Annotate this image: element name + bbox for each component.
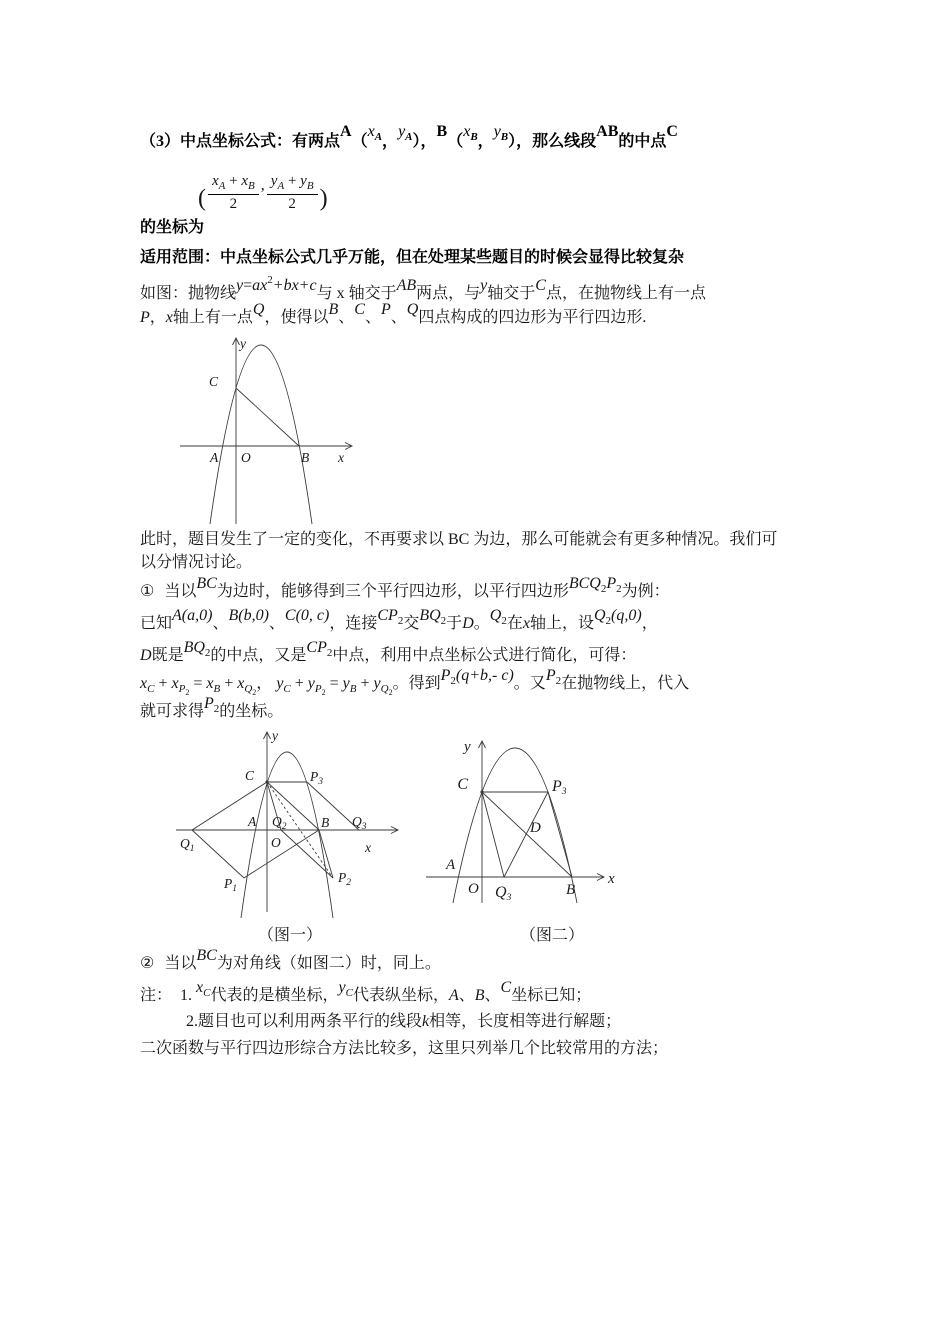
math-xa — [367, 123, 383, 143]
math-var: y — [342, 675, 350, 692]
scope-line: 适用范围：中点坐标公式几乎万能，但在处理某些题目的时候会显得比较复杂 — [140, 249, 685, 266]
fig2-label-p3 — [551, 778, 567, 797]
fig0-label-y: y — [240, 336, 246, 351]
text-segment: 在 — [506, 615, 523, 632]
label-sub: 1 — [232, 884, 237, 894]
comma: ， — [256, 675, 273, 692]
math-var: P — [545, 667, 556, 684]
math-p: P — [380, 301, 391, 318]
text-segment: （3）中点坐标公式：有两点 — [140, 133, 341, 150]
fig1-label-q1 — [180, 836, 195, 854]
text-segment: 、 — [364, 309, 381, 326]
segment-cq3 — [482, 792, 504, 877]
plus-sign: + — [360, 675, 370, 692]
fig1-label-b: B — [321, 815, 330, 830]
segment-cb — [236, 388, 299, 446]
math-sup: 2 — [267, 274, 273, 286]
text-segment: 为边时，能够得到三个平行四边形，以平行四边形 — [216, 583, 569, 600]
math-cp2 — [377, 607, 404, 627]
math-sub: 2 — [600, 583, 607, 595]
text-segment: 、 — [268, 615, 285, 632]
fig1-label-a: A — [248, 814, 257, 829]
text-segment: 轴交于 — [487, 285, 536, 302]
equals-sign: = — [193, 675, 203, 692]
text-segment: 当以 — [164, 955, 197, 972]
diagonal-q3p3 — [504, 792, 548, 877]
parabola-curve — [210, 345, 312, 524]
math-var: BCQ — [568, 575, 601, 592]
close-paren: ) — [319, 185, 328, 212]
math-q: Q — [252, 301, 265, 318]
text-segment: ， — [149, 309, 166, 326]
item2-line — [140, 947, 441, 976]
math-sub: 2 — [555, 675, 562, 687]
math-sub: C — [147, 683, 155, 695]
text-segment: 2.题目也可以利用两条平行的线段 — [186, 1013, 423, 1030]
math-p: P — [140, 309, 150, 326]
text-segment: 那么线段 — [532, 133, 597, 150]
text-segment: ， — [382, 133, 399, 150]
label-sub: 3 — [561, 787, 567, 797]
math-var: (q+b,- c) — [455, 667, 514, 684]
label-base: Q — [180, 836, 190, 851]
math-segment-ab: AB — [596, 123, 619, 140]
math-var: Q — [489, 607, 502, 624]
text-segment: 。又 — [513, 675, 546, 692]
text-segment: （ — [351, 133, 368, 150]
math-sub: B — [306, 180, 314, 192]
segment-q1p1 — [189, 830, 244, 878]
label-sub: 3 — [318, 777, 323, 787]
label-base: P — [224, 876, 233, 891]
text-segment: 代表的是横坐标， — [210, 987, 339, 1004]
open-paren: ( — [198, 185, 206, 212]
math-bq2 — [419, 607, 447, 627]
math-ab: AB — [396, 277, 417, 294]
figure-one-parallelograms — [160, 726, 430, 918]
math-d: D — [462, 615, 474, 632]
math-var: y — [373, 675, 381, 692]
text-segment: ，连接 — [329, 615, 378, 632]
math-sub: B — [349, 683, 357, 695]
math-b: B — [474, 987, 485, 1004]
math-subsub: 2 — [388, 688, 393, 697]
math-var: P — [204, 695, 214, 712]
text-segment: 、 — [390, 309, 407, 326]
math-sub: 2 — [450, 675, 456, 687]
math-xc — [196, 979, 211, 999]
segment-p3b — [548, 792, 572, 877]
math-sub: 2 — [397, 615, 404, 627]
text-segment: 与 x 轴交于 — [316, 285, 397, 302]
item1-number: ① — [140, 583, 155, 600]
fig1-label-c: C — [244, 768, 254, 783]
figure-two-diagonal — [420, 727, 620, 905]
fig2-label-b: B — [566, 882, 576, 898]
fraction-x — [206, 172, 261, 215]
item2-number: ② — [140, 955, 155, 972]
math-c-coord: C(0, c) — [284, 607, 330, 624]
note-line1 — [140, 979, 592, 1013]
math-var: y — [276, 675, 284, 692]
label-base: Q — [272, 814, 282, 829]
fig1-label-o: O — [271, 835, 281, 850]
math-q2-coord — [593, 607, 642, 627]
math-p2-coord — [440, 667, 514, 687]
math-sub: P — [314, 683, 322, 695]
math-y: y — [480, 277, 488, 294]
text-segment: 、 — [212, 615, 229, 632]
math-var: CP — [306, 639, 327, 656]
math-point-b: B — [436, 123, 448, 140]
known-line — [140, 607, 658, 641]
math-p2 — [545, 667, 562, 687]
text-segment: 当以 — [164, 583, 197, 600]
fig1-label-p1 — [223, 876, 237, 894]
math-ya — [398, 123, 413, 143]
math-sub: P — [178, 683, 186, 695]
text-segment: ， — [477, 133, 494, 150]
math-sub: 2 — [326, 647, 333, 659]
label-base: P — [338, 870, 347, 885]
comma: , — [260, 176, 265, 194]
fig2-label-y: y — [464, 739, 471, 755]
math-point-c: C — [666, 123, 678, 140]
math-sub: A — [374, 131, 383, 143]
point-c — [265, 780, 268, 783]
math-var: Q — [593, 607, 606, 624]
label-base: Q — [352, 814, 362, 829]
math-sub: C — [345, 987, 353, 999]
math-var: y — [270, 173, 278, 189]
text-segment: ）， — [508, 133, 533, 150]
math-sub: A — [277, 180, 285, 192]
text-segment: 为对角线（如图二）时，同上。 — [216, 955, 441, 972]
fig2-label-o: O — [468, 881, 479, 897]
math-var: y — [493, 123, 501, 140]
math-sub: A — [218, 180, 226, 192]
math-parabola-equation — [236, 274, 317, 294]
text-segment: 交 — [403, 615, 420, 632]
text-segment: 注： 1. — [140, 987, 193, 1004]
coord-label: 的坐标为 — [140, 219, 205, 236]
math-bq2 — [183, 639, 211, 659]
example-paragraph-line1 — [140, 276, 706, 306]
math-var: ax — [252, 277, 268, 294]
fig1-label-p3 — [309, 769, 323, 787]
text-segment: 。得到 — [392, 675, 441, 692]
equals-sign: = — [243, 277, 253, 294]
text-segment: 如图：抛物线 — [140, 285, 237, 302]
closing-line: 二次函数与平行四边形综合方法比较多，这里只列举几个比较常用的方法； — [140, 1040, 669, 1057]
math-var: BQ — [419, 607, 441, 624]
math-var: P — [440, 667, 451, 684]
text-segment: 既是 — [151, 647, 184, 664]
math-var: x — [196, 979, 204, 996]
text-segment: 。 — [473, 615, 490, 632]
math-sub: 2 — [605, 615, 612, 627]
math-sub: B — [500, 131, 509, 143]
fig1-label-q3 — [352, 814, 367, 832]
text-segment: ，使得以 — [264, 309, 329, 326]
math-var: BQ — [183, 639, 205, 656]
math-sub: C — [203, 987, 211, 999]
text-segment: 中点，利用中点坐标公式进行简化，可得： — [332, 647, 637, 664]
fig1-label-q2 — [272, 814, 287, 832]
diagonal-cb — [482, 792, 572, 877]
text-segment: 点，在抛物线上有一点 — [545, 285, 706, 302]
math-sub: B — [470, 131, 478, 143]
math-sub: 2 — [213, 703, 220, 715]
math-q: Q — [406, 301, 419, 318]
label-sub: 2 — [346, 878, 351, 888]
math-a-coord: A(a,0) — [172, 607, 213, 624]
math-var: y — [236, 277, 244, 294]
math-b: B — [328, 301, 339, 318]
fig0-label-c: C — [208, 374, 218, 389]
change-paragraph-line2: 以分情况讨论。 — [140, 554, 253, 571]
plus-sign: + — [224, 675, 234, 692]
math-point-a: A — [340, 123, 352, 140]
math-var: P — [606, 575, 617, 592]
math-sub: B — [213, 683, 221, 695]
fig1-label-x: x — [365, 840, 371, 855]
text-segment: 相等，长度相等进行解题； — [429, 1013, 622, 1030]
math-sub: C — [283, 683, 291, 695]
math-var: x — [463, 123, 471, 140]
text-segment: 已知 — [140, 615, 173, 632]
plus-sign: + — [229, 173, 238, 189]
text-segment: 代表纵坐标， — [352, 987, 449, 1004]
math-b-coord: B(b,0) — [228, 607, 269, 624]
math-c: C — [500, 979, 512, 996]
math-var: x — [237, 675, 245, 692]
fraction-y — [265, 172, 320, 215]
math-subsub: 2 — [185, 688, 190, 697]
fig1-label-y: y — [272, 728, 278, 743]
fraction-numerator — [267, 172, 318, 195]
math-c: C — [354, 301, 365, 318]
math-yc — [338, 979, 353, 999]
point-c — [480, 790, 483, 793]
label-sub: 3 — [361, 822, 367, 832]
math-q2 — [489, 607, 507, 627]
math-cp2 — [306, 639, 333, 659]
label-base: P — [552, 778, 562, 795]
fraction-numerator — [208, 172, 259, 195]
math-x: x — [165, 309, 173, 326]
fig0-label-o: O — [241, 450, 251, 465]
text-segment: 轴上有一点 — [172, 309, 253, 326]
fig0-label-x: x — [338, 450, 344, 465]
item1-line — [140, 575, 670, 609]
math-c: C — [535, 277, 546, 294]
math-bc: BC — [196, 575, 217, 592]
math-sub: 2 — [204, 647, 211, 659]
plus-sign: + — [294, 675, 304, 692]
math-x: x — [522, 615, 530, 632]
math-sub: A — [405, 131, 413, 143]
text-segment: 四点构成的四边形为平行四边形. — [418, 309, 647, 326]
text-segment: 的中点 — [618, 133, 667, 150]
math-var: x — [241, 173, 249, 189]
fig2-label-c: C — [457, 776, 468, 793]
fig2-label-a: A — [446, 857, 456, 873]
text-segment: 、 — [338, 309, 355, 326]
math-sub: Q — [380, 683, 389, 695]
text-segment: 在抛物线上，代入 — [561, 675, 690, 692]
equals-sign: = — [329, 675, 339, 692]
text-segment: 的坐标。 — [219, 703, 284, 720]
math-sub: 2 — [440, 615, 447, 627]
math-var: (q,0) — [611, 607, 642, 624]
math-sub: 2 — [616, 583, 622, 595]
text-segment: 为例： — [621, 583, 670, 600]
getp2-line — [140, 695, 284, 729]
math-var: y — [307, 675, 315, 692]
math-var: CP — [377, 607, 398, 624]
math-subsub: 2 — [252, 688, 257, 697]
math-var: x — [367, 123, 375, 140]
math-k: k — [422, 1013, 430, 1030]
fraction-denominator: 2 — [288, 196, 296, 213]
text-segment: 两点，与 — [416, 285, 481, 302]
midpoint-coordinates-formula — [198, 172, 328, 215]
change-paragraph-line1: 此时，题目发生了一定的变化，不再要求以 BC 为边，那么可能就会有更多种情况。我们可 — [140, 531, 778, 548]
caption-figure-two: （图二） — [520, 927, 585, 944]
label-base: P — [310, 769, 319, 784]
text-segment: ， — [641, 615, 658, 632]
label-base: Q — [495, 884, 507, 901]
figure-parabola-intro — [166, 332, 376, 524]
label-sub: 3 — [506, 893, 512, 903]
label-sub: 1 — [189, 844, 195, 854]
label-sub: 2 — [281, 822, 287, 832]
math-sub: 2 — [501, 615, 507, 627]
fig2-label-q3 — [495, 884, 512, 903]
example-paragraph-line2 — [140, 301, 647, 330]
math-d: D — [140, 647, 152, 664]
math-var: y — [338, 979, 346, 996]
text-segment: 轴上，设 — [529, 615, 594, 632]
math-var: x — [206, 675, 214, 692]
math-var: +bx+c — [272, 277, 317, 294]
text-segment: 、 — [484, 987, 501, 1004]
note-line2 — [186, 1010, 621, 1034]
text-segment: 于 — [446, 615, 463, 632]
math-xb — [463, 123, 478, 143]
math-sub: Q — [244, 683, 253, 695]
fig0-label-a: A — [210, 450, 219, 465]
math-var: y — [300, 173, 307, 189]
plus-sign: + — [287, 173, 297, 189]
text-segment: 坐标已知； — [511, 987, 592, 1004]
fig1-label-p2 — [337, 870, 351, 888]
parabola-curve — [453, 748, 577, 903]
math-var: y — [398, 123, 406, 140]
heading-midpoint-formula — [140, 123, 678, 159]
math-var: x — [171, 675, 179, 692]
math-bcq2p2 — [568, 575, 622, 595]
caption-figure-one: （图一） — [258, 927, 323, 944]
fig0-label-b: B — [301, 450, 310, 465]
d-midpoint-line — [140, 639, 637, 673]
fraction-denominator: 2 — [229, 196, 238, 213]
segment-p1b — [244, 830, 319, 878]
math-sub: B — [248, 180, 255, 192]
text-segment: （ — [447, 133, 464, 150]
math-var: x — [140, 675, 148, 692]
math-yb — [493, 123, 509, 143]
fig2-label-x: x — [608, 871, 615, 887]
plus-sign: + — [158, 675, 168, 692]
math-subsub: 2 — [321, 688, 326, 697]
math-var: x — [212, 173, 219, 189]
math-bc: BC — [196, 947, 217, 964]
text-segment: 的中点，又是 — [210, 647, 307, 664]
math-p2 — [204, 695, 220, 715]
math-a: A — [448, 987, 459, 1004]
fig2-label-d: D — [530, 820, 541, 836]
text-segment: 就可求得 — [140, 703, 205, 720]
text-segment: ）， — [412, 133, 437, 150]
text-segment: 、 — [458, 987, 475, 1004]
